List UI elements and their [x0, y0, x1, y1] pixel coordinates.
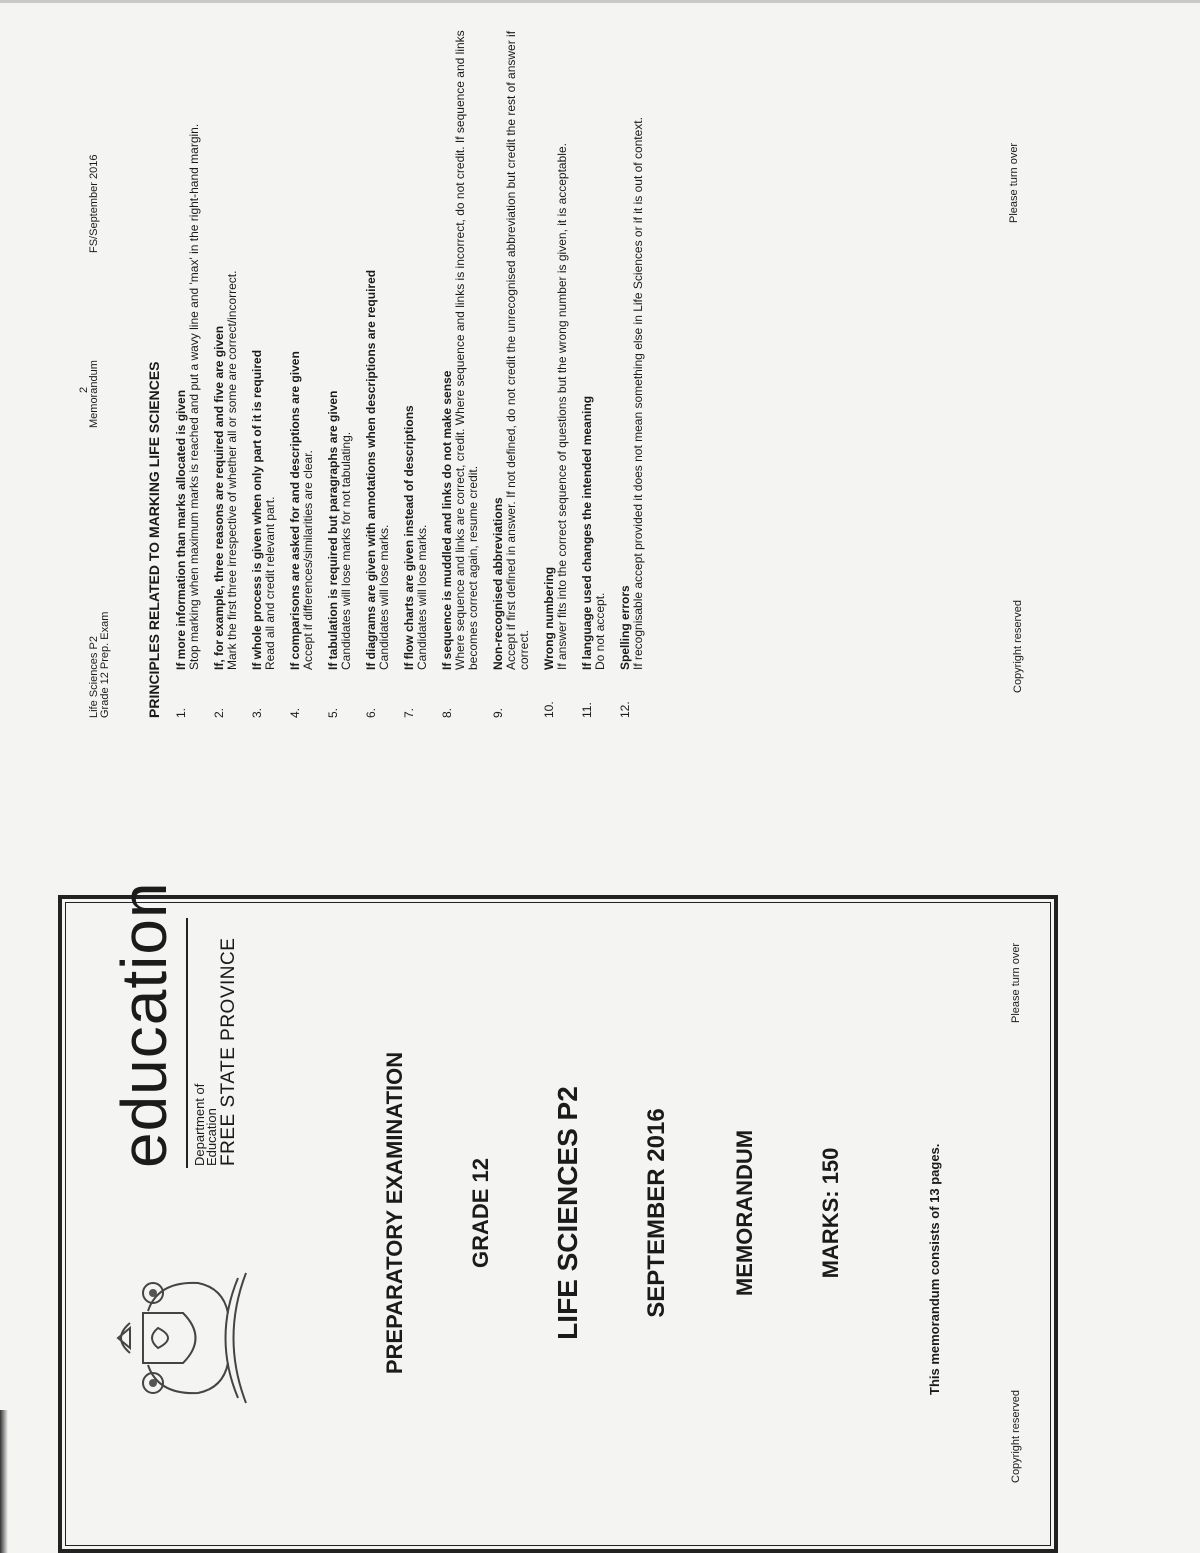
list-item — [365, 28, 391, 718]
item-body: Accept if first defined in answer. If not defined, do not credit the unrecognised abbreviation but credit the rest of answer if correct. — [504, 30, 531, 670]
item-heading: If diagrams are given with annotations when descriptions are required — [364, 269, 378, 670]
item-heading: Spelling errors — [618, 585, 632, 670]
province-name: FREE STATE PROVINCE — [218, 937, 239, 1166]
item-body: Candidates will lose marks. — [415, 524, 429, 670]
department-line-1: Department of — [192, 1083, 207, 1166]
list-item — [543, 28, 569, 718]
exam-type: PREPARATORY EXAMINATION — [382, 1051, 407, 1375]
doc-type: MEMORANDUM — [732, 1129, 757, 1297]
item-body: Candidates will lose marks. — [377, 524, 391, 670]
item-heading: Non-recognised abbreviations — [491, 497, 505, 670]
item-number: 4. — [288, 707, 302, 718]
item-body: Candidates will lose marks for not tabulating. — [339, 431, 353, 670]
list-item — [213, 28, 239, 718]
header-subject: Life Sciences P2 — [88, 636, 100, 718]
list-item — [403, 28, 429, 718]
list-item — [289, 28, 315, 718]
page-turn-over: Please turn over — [1008, 142, 1020, 223]
item-number: 5. — [326, 707, 340, 718]
item-heading: If tabulation is required but paragraphs are given — [326, 390, 340, 670]
list-item — [492, 28, 531, 718]
list-item — [581, 28, 607, 718]
item-heading: If comparisons are asked for and descriptions are given — [288, 351, 302, 670]
exam-date: SEPTEMBER 2016 — [643, 1108, 670, 1318]
item-number: 9. — [491, 707, 505, 718]
header-page-number: 2 — [78, 386, 90, 393]
education-logo-word: education — [108, 881, 180, 1168]
item-number: 12. — [618, 701, 632, 718]
list-item — [327, 28, 353, 718]
page-count-note: This memorandum consists of 13 pages. — [927, 1143, 942, 1395]
item-number: 1. — [174, 707, 188, 718]
item-heading: If language used changes the intended meaning — [580, 395, 594, 670]
logo-rule — [186, 918, 188, 1168]
item-heading: If whole process is given when only part of it is required — [250, 349, 264, 670]
item-body: If recognisable accept provided it does not mean something else in Life Sciences or if it is out of context. — [631, 117, 645, 670]
page-copyright: Copyright reserved — [1012, 600, 1024, 693]
item-heading: If sequence is muddled and links do not make sense — [440, 370, 454, 670]
item-number: 7. — [402, 707, 416, 718]
department-line-2: Education — [204, 1108, 219, 1166]
item-body: Accept if differences/similarities are clear. — [301, 450, 315, 670]
item-body: Read all and credit relevant part. — [263, 496, 277, 670]
principles-title: PRINCIPLES RELATED TO MARKING LIFE SCIENCES — [146, 361, 162, 718]
list-item — [175, 28, 201, 718]
item-heading: If more information than marks allocated is given — [174, 389, 188, 670]
item-body: If answer fits into the correct sequence of questions but the wrong number is given, it is acceptable. — [555, 143, 569, 670]
principles-list — [175, 28, 657, 718]
subject-title: LIFE SCIENCES P2 — [552, 1086, 583, 1340]
item-body: Stop marking when maximum marks is reached and put a wavy line and 'max' in the right-hand margin. — [187, 123, 201, 670]
item-body: Do not accept. — [593, 592, 607, 670]
cover-turn-over: Please turn over — [1010, 942, 1022, 1023]
total-marks: MARKS: 150 — [818, 1147, 843, 1279]
item-heading: Wrong numbering — [542, 566, 556, 670]
item-number: 2. — [212, 707, 226, 718]
header-exam: Grade 12 Prep. Exam — [99, 611, 111, 718]
item-number: 11. — [580, 702, 594, 718]
list-item — [251, 28, 277, 718]
item-number: 6. — [364, 707, 378, 718]
header-session: FS/September 2016 — [88, 154, 100, 253]
item-heading: If, for example, three reasons are required and five are given — [212, 325, 226, 670]
grade-title: GRADE 12 — [468, 1157, 493, 1269]
cover-copyright: Copyright reserved — [1010, 1390, 1022, 1483]
item-body: Where sequence and links are correct, credit. Where sequence and links is incorrect, do not credit. If sequence and links becomes correct again, resume credit. — [453, 30, 480, 670]
item-number: 3. — [250, 707, 264, 718]
list-item — [619, 28, 645, 718]
list-item — [441, 28, 480, 718]
header-doc-type: Memorandum — [88, 360, 100, 428]
item-body: Mark the first three irrespective of whether all or some are correct/incorrect. — [225, 270, 239, 670]
item-number: 8. — [440, 707, 454, 718]
item-number: 10. — [542, 701, 556, 718]
coat-of-arms-logo — [98, 1233, 258, 1443]
item-heading: If flow charts are given instead of descriptions — [402, 405, 416, 670]
